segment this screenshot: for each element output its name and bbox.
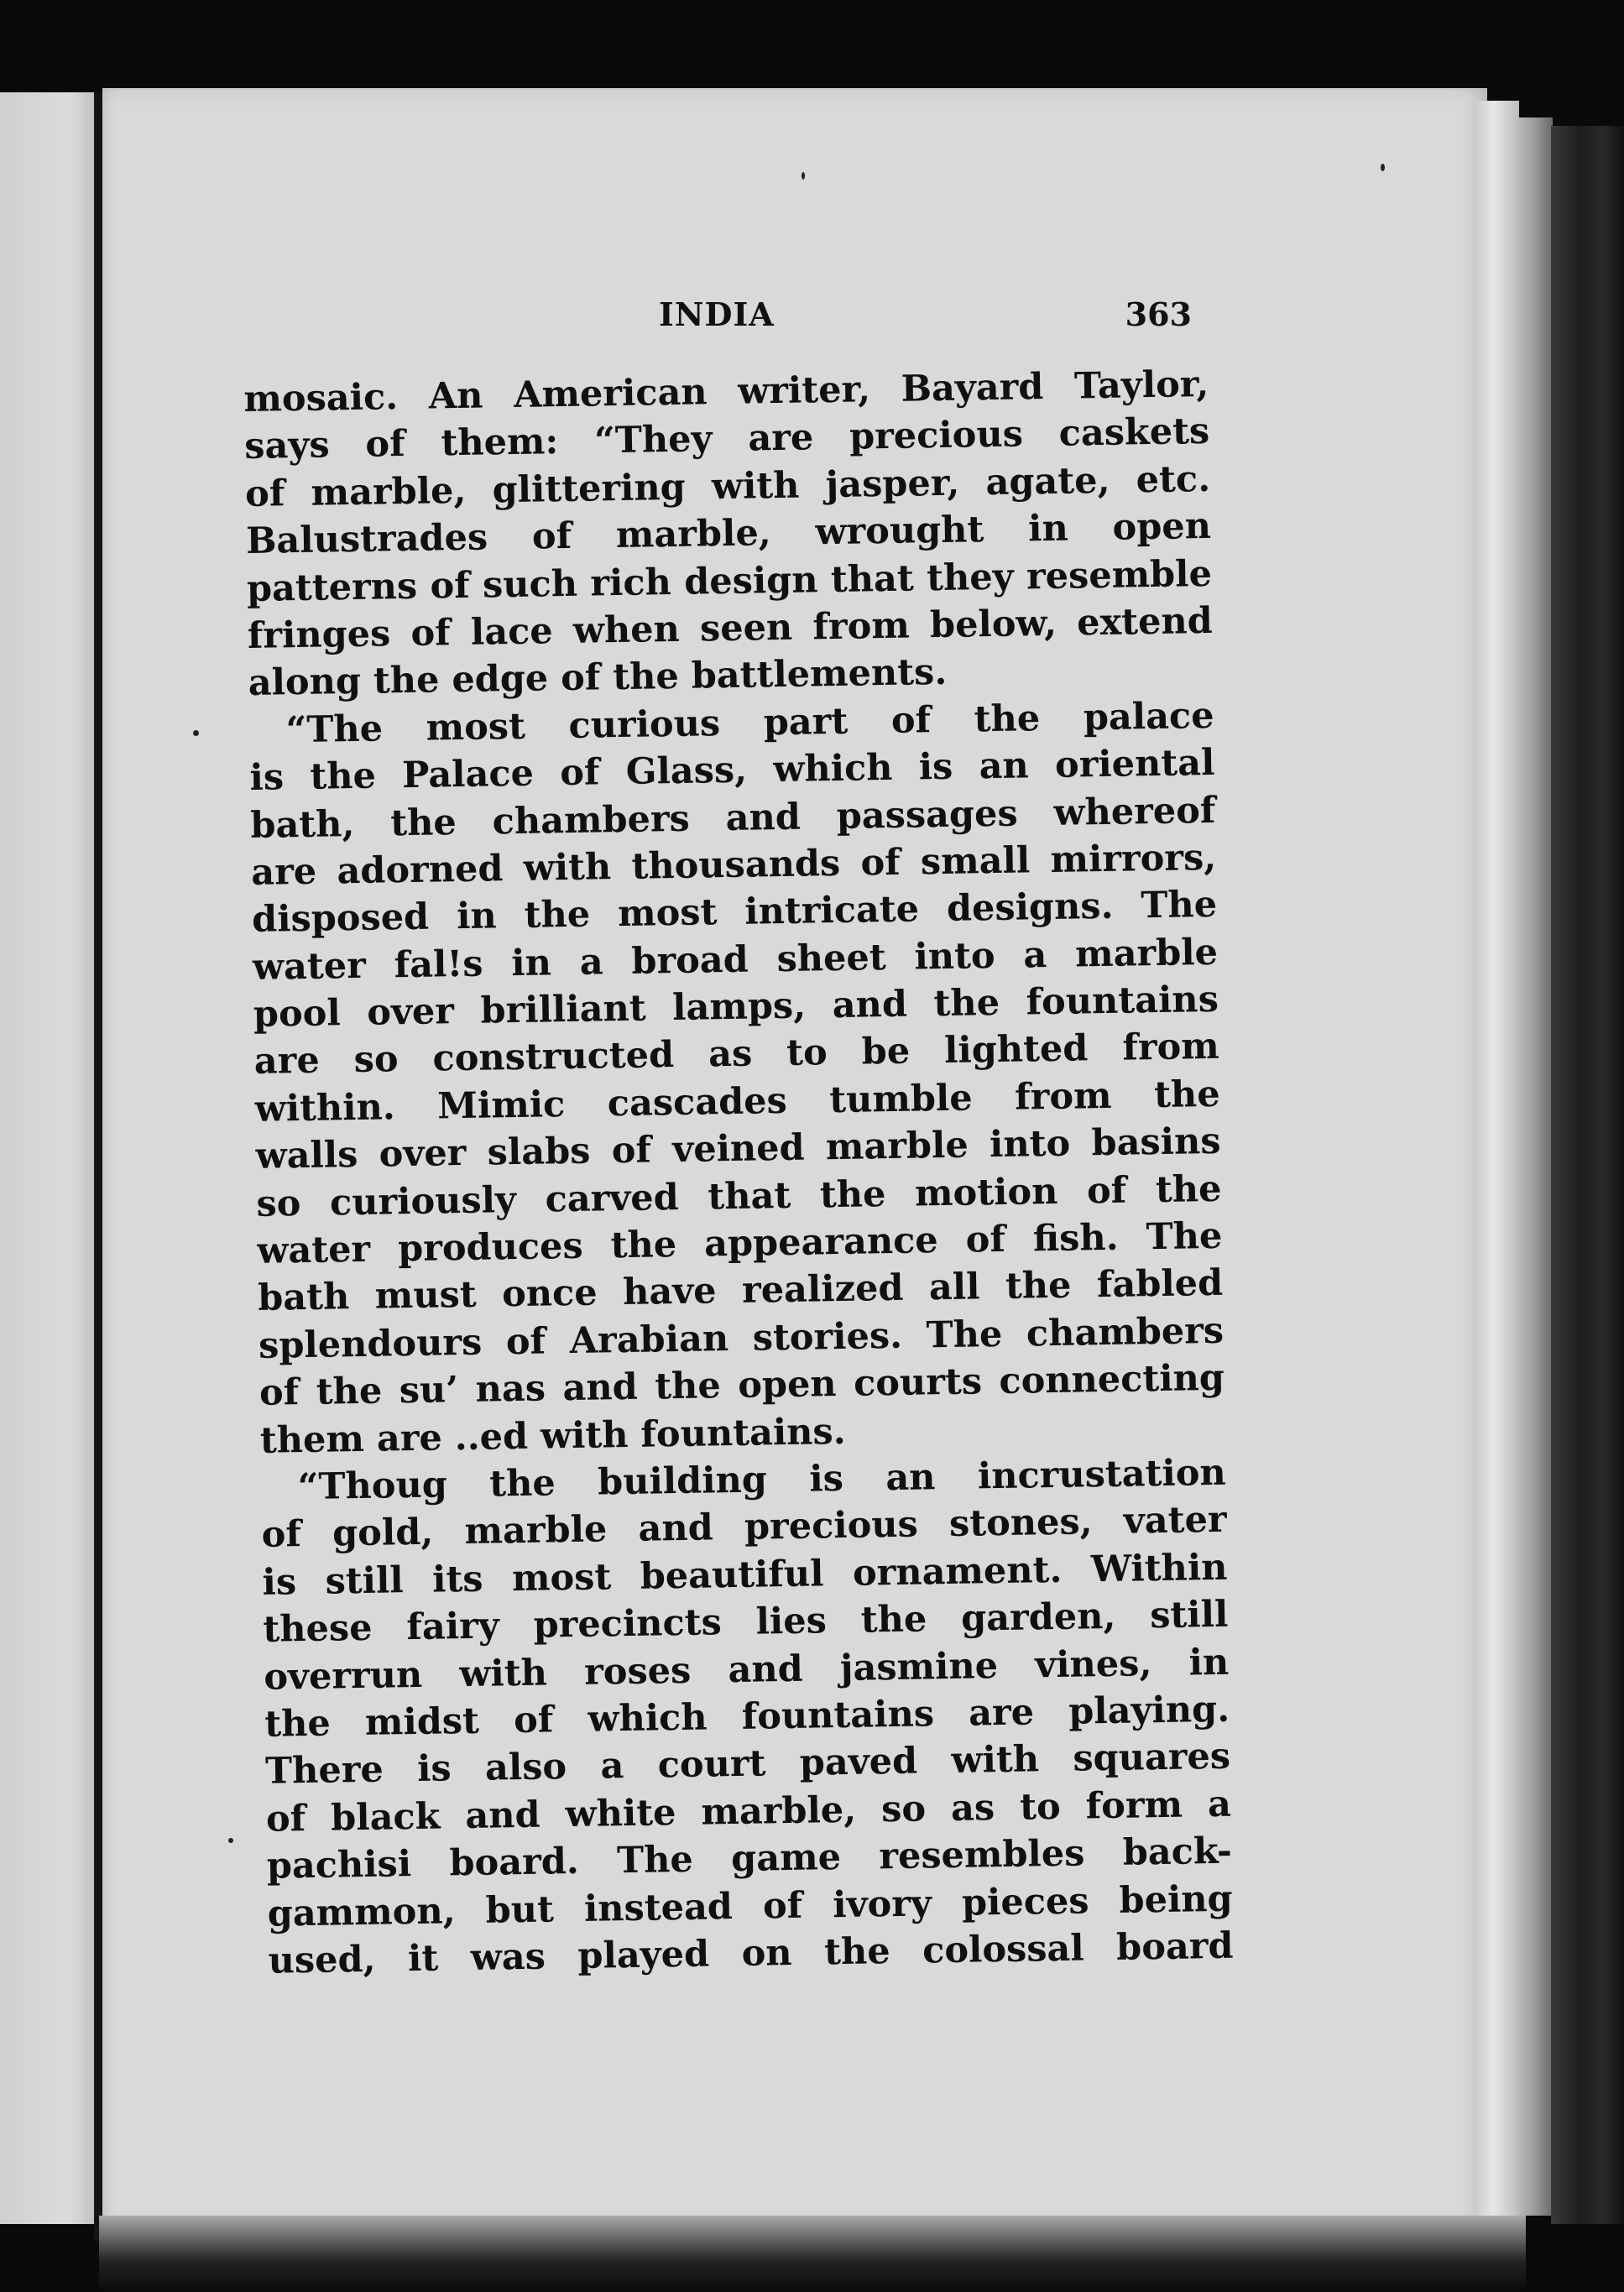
text-line: are adorned with thousands of small mirrors, bbox=[250, 836, 1217, 894]
text-line: are so constructed as to be lighted from bbox=[253, 1026, 1220, 1083]
page-number: 363 bbox=[1125, 295, 1192, 333]
book-gutter bbox=[94, 92, 102, 2241]
text-line: bath must once have realized all the fabled bbox=[257, 1262, 1224, 1320]
text-line: these fairy precincts lies the garden, still bbox=[263, 1593, 1229, 1651]
running-head: INDIA bbox=[659, 295, 775, 333]
page-fore-edge-shadow bbox=[1517, 117, 1553, 2216]
text-line: is the Palace of Glass, which is an oriental bbox=[249, 742, 1215, 800]
text-line: water fal!s in a broad sheet into a marble bbox=[252, 931, 1219, 989]
text-line: disposed in the most intricate designs. The bbox=[251, 884, 1218, 942]
text-line: within. Mimic cascades tumble from the bbox=[254, 1073, 1220, 1130]
page-bottom-shadow bbox=[99, 2216, 1526, 2292]
book-cover-edge bbox=[1551, 126, 1624, 2224]
body-text bbox=[243, 361, 1234, 1985]
text-line: splendours of Arabian stories. The chambers bbox=[258, 1309, 1225, 1367]
text-line: of the su’ nas and the open courts connecting bbox=[258, 1356, 1225, 1415]
text-line: of marble, glittering with jasper, agate, etc. bbox=[244, 457, 1211, 515]
text-line: says of them: “They are precious caskets bbox=[243, 410, 1210, 468]
text-line: of gold, marble and precious stones, vater bbox=[261, 1499, 1227, 1557]
text-line: is still its most beautiful ornament. Within bbox=[262, 1546, 1228, 1604]
text-line: walls over slabs of veined marble into basins bbox=[255, 1120, 1221, 1178]
dust-speck bbox=[802, 172, 805, 180]
text-line: the midst of which fountains are playing. bbox=[264, 1688, 1230, 1746]
text-line: used, it was played on the colossal board bbox=[268, 1924, 1234, 1982]
text-line: pool over brilliant lamps, and the fountains bbox=[253, 978, 1219, 1036]
text-line: patterns of such rich design that they resemble bbox=[246, 552, 1213, 610]
text-line: overrun with roses and jasmine vines, in bbox=[263, 1641, 1230, 1699]
facing-page-edge bbox=[0, 92, 99, 2224]
text-line: fringes of lace when seen from below, extend bbox=[247, 599, 1214, 657]
paragraph-start-line: “The most curious part of the palace bbox=[285, 694, 1214, 751]
text-line: of black and white marble, so as to form a bbox=[265, 1783, 1232, 1840]
text-line: Balustrades of marble, wrought in open bbox=[245, 505, 1212, 563]
dust-speck bbox=[193, 730, 199, 736]
dust-speck bbox=[228, 1838, 233, 1843]
text-line: gammon, but instead of ivory pieces being bbox=[267, 1877, 1234, 1935]
text-line: There is also a court paved with squares bbox=[264, 1736, 1231, 1793]
text-line: them are ..ed with fountains. bbox=[259, 1410, 847, 1462]
text-line: so curiously carved that the motion of the bbox=[256, 1167, 1222, 1225]
page-fore-edge bbox=[1477, 101, 1519, 2232]
dust-speck bbox=[1381, 164, 1385, 171]
text-line: mosaic. An American writer, Bayard Taylor, bbox=[243, 363, 1209, 420]
paragraph-start-line: “Thoug the building is an incrustation bbox=[297, 1451, 1227, 1509]
text-line: bath, the chambers and passages whereof bbox=[250, 789, 1216, 847]
text-line: water produces the appearance of fish. The bbox=[256, 1214, 1223, 1272]
text-line: pachisi board. The game resembles back- bbox=[266, 1830, 1233, 1887]
page-header bbox=[243, 295, 1192, 346]
text-line: along the edge of the battlements. bbox=[248, 651, 948, 705]
